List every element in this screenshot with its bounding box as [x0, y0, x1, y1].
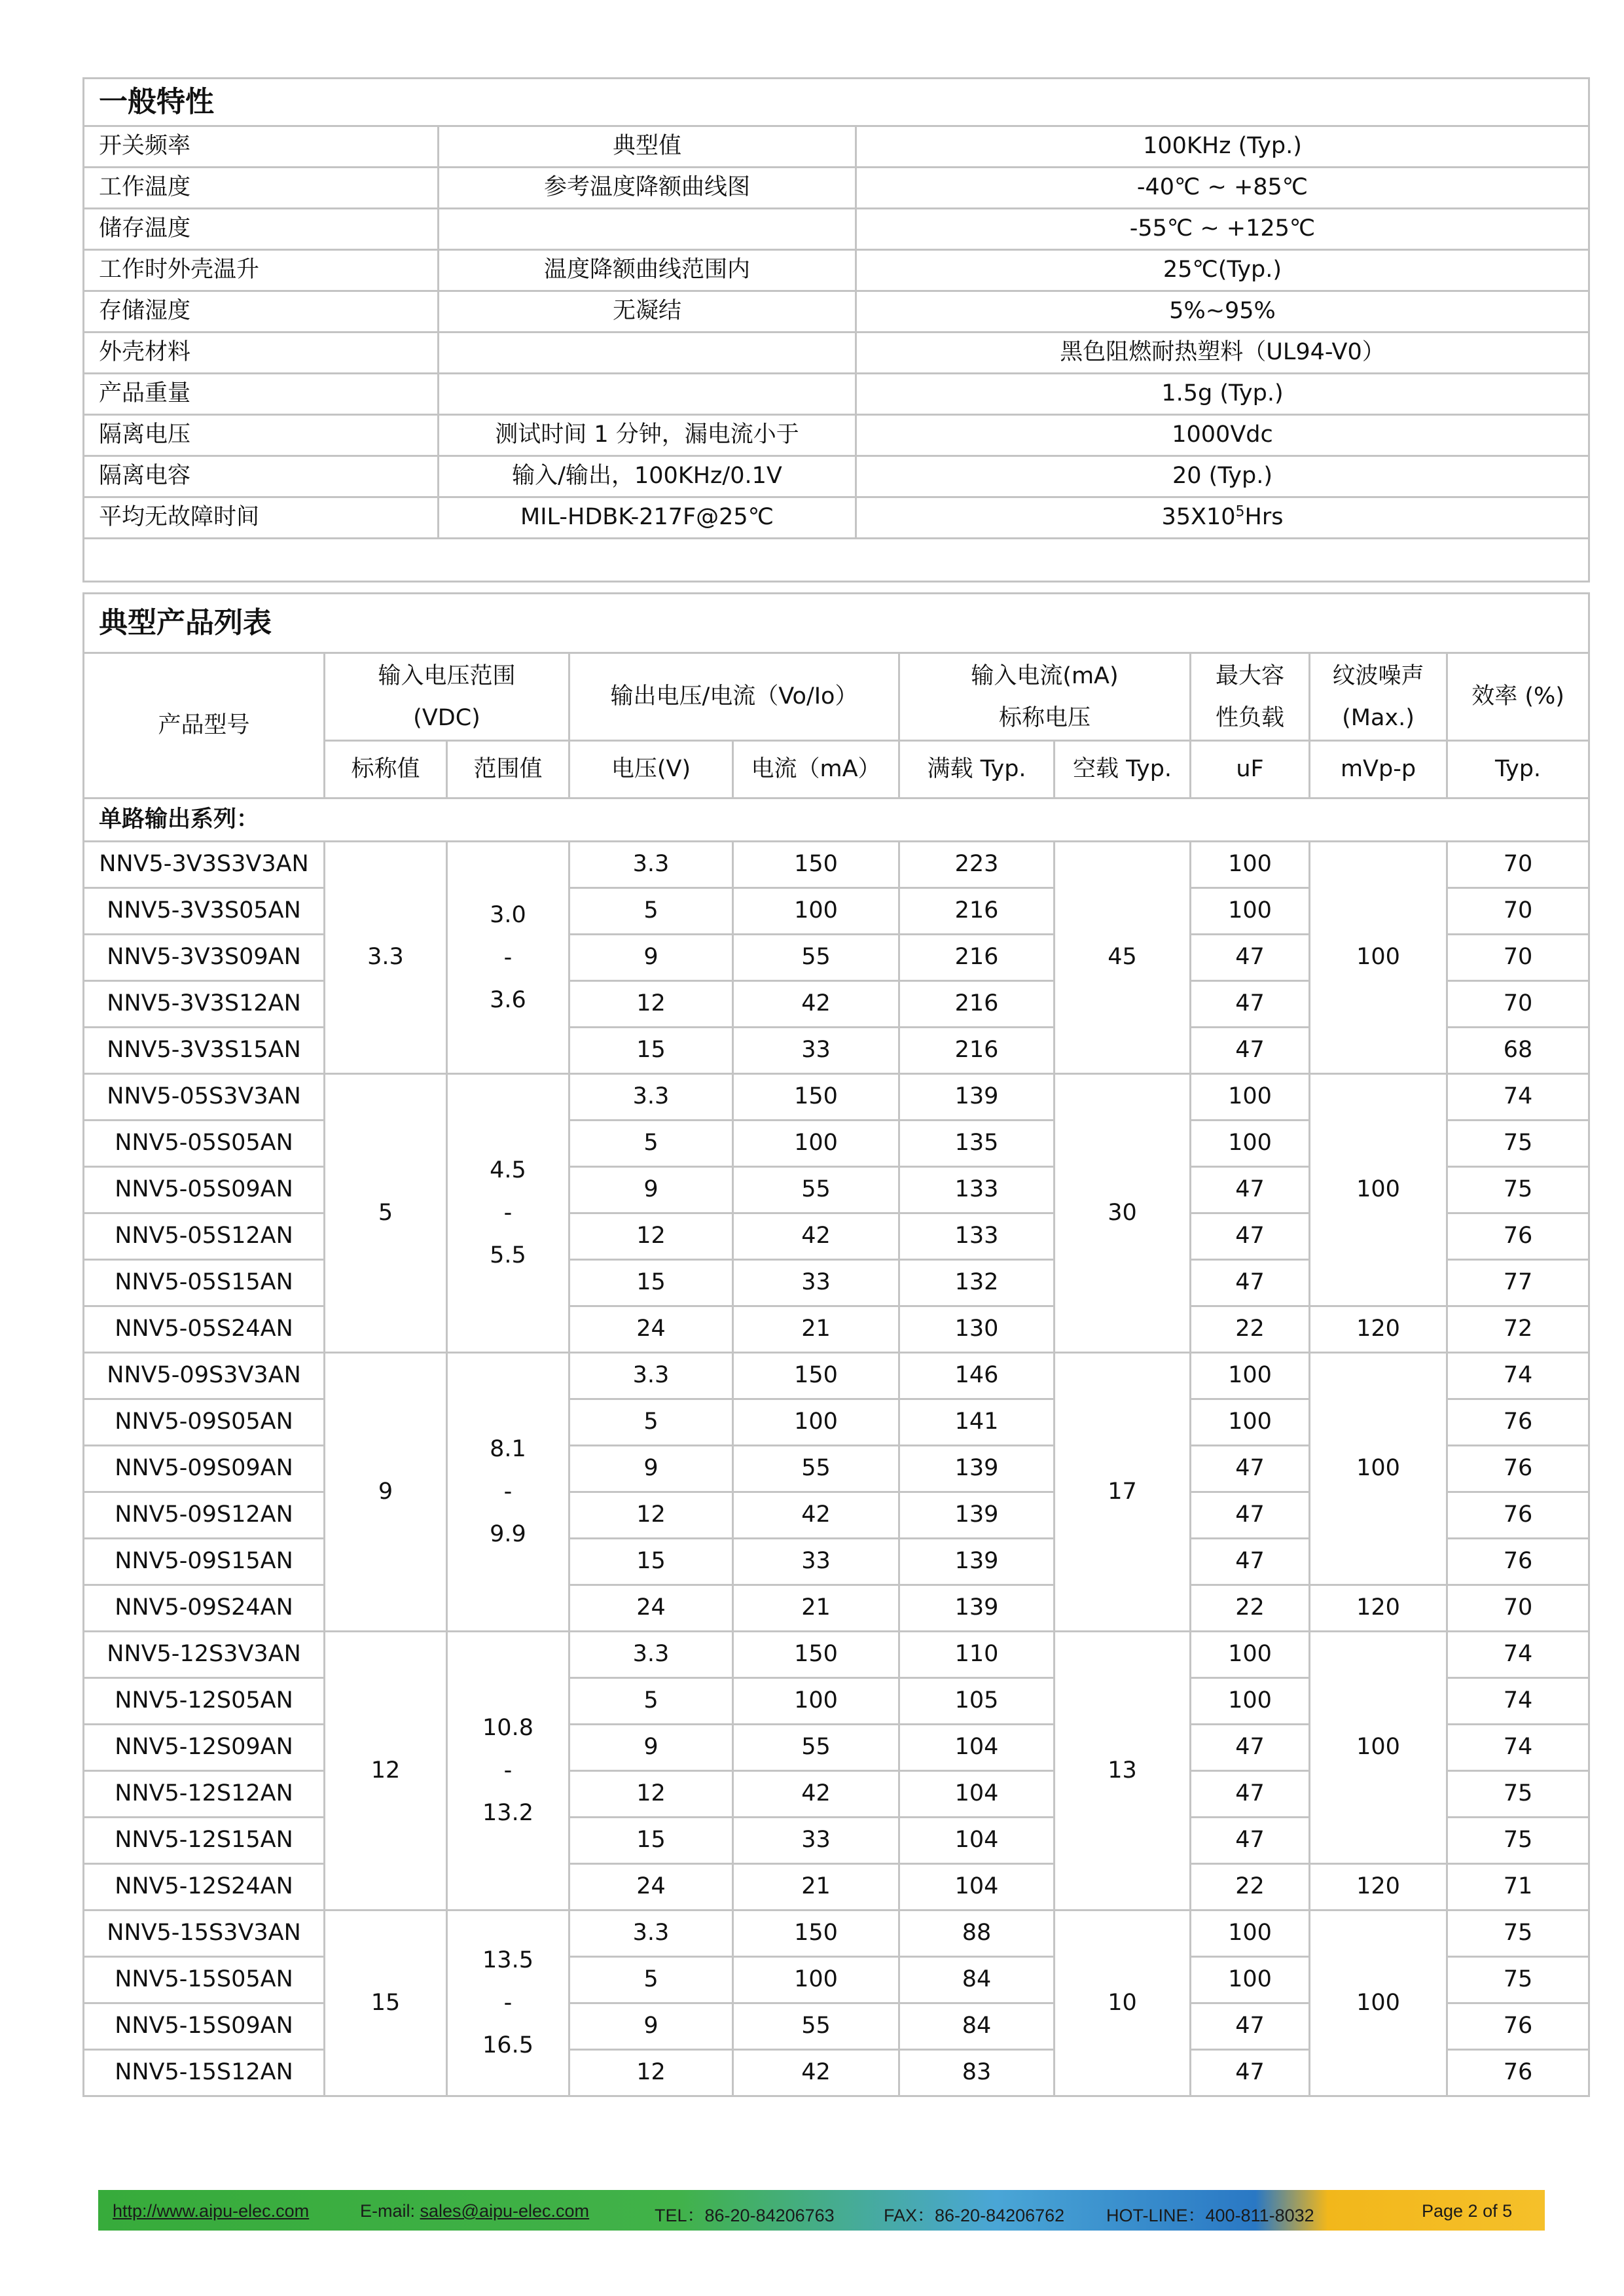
- vout-cell: 15: [569, 1028, 733, 1074]
- max-cap-cell: 47: [1191, 1028, 1310, 1074]
- efficiency-cell: 76: [1447, 2003, 1589, 2050]
- general-value: 5%~95%: [856, 291, 1589, 332]
- iout-cell: 150: [733, 1910, 899, 1957]
- max-cap-cell: 47: [1191, 2003, 1310, 2050]
- spacer-cell: [84, 539, 1589, 582]
- vout-cell: 9: [569, 1725, 733, 1771]
- efficiency-cell: 70: [1447, 981, 1589, 1028]
- general-item: 隔离电压: [84, 415, 439, 456]
- iin-no-load-cell: 13: [1055, 1632, 1191, 1910]
- iin-full-load-cell: 139: [899, 1539, 1055, 1585]
- range-range-sep: -: [503, 1479, 513, 1505]
- nominal-input-cell: 12: [325, 1632, 447, 1910]
- product-row: [84, 1864, 1589, 1910]
- max-cap-cell: 100: [1191, 1074, 1310, 1121]
- vout-cell: 5: [569, 1678, 733, 1725]
- model-cell: NNV5-05S3V3AN: [84, 1074, 325, 1121]
- iout-cell: 150: [733, 1632, 899, 1678]
- model-cell: NNV5-05S15AN: [84, 1260, 325, 1306]
- efficiency-cell: 72: [1447, 1306, 1589, 1353]
- max-cap-cell: 47: [1191, 2050, 1310, 2096]
- range-range-max: 3.6: [490, 986, 526, 1013]
- general-value: 20 (Typ.): [856, 456, 1589, 497]
- general-condition: 测试时间 1 分钟，漏电流小于: [439, 415, 856, 456]
- general-value: -55℃ ~ +125℃: [856, 209, 1589, 250]
- iout-cell: 33: [733, 1818, 899, 1864]
- model-cell: NNV5-12S05AN: [84, 1678, 325, 1725]
- range-range-sep: -: [503, 944, 513, 971]
- iin-full-load-cell: 105: [899, 1678, 1055, 1725]
- iout-cell: 21: [733, 1864, 899, 1910]
- efficiency-cell: 75: [1447, 1167, 1589, 1213]
- efficiency-cell: 74: [1447, 1678, 1589, 1725]
- max-cap-cell: 22: [1191, 1306, 1310, 1353]
- general-row: [84, 126, 1589, 168]
- iin-full-load-cell: 83: [899, 2050, 1055, 2096]
- iin-full-load-cell: 139: [899, 1446, 1055, 1492]
- general-value: -40℃ ~ +85℃: [856, 168, 1589, 209]
- vout-cell: 5: [569, 888, 733, 935]
- model-cell: NNV5-05S05AN: [84, 1121, 325, 1167]
- max-cap-cell: 47: [1191, 935, 1310, 981]
- header-max-cap-load: 最大容 性负载: [1191, 653, 1310, 741]
- iout-cell: 33: [733, 1539, 899, 1585]
- header-ripple-noise: 纹波噪声 (Max.): [1310, 653, 1447, 741]
- efficiency-cell: 71: [1447, 1864, 1589, 1910]
- iout-cell: 100: [733, 1678, 899, 1725]
- efficiency-cell: 70: [1447, 935, 1589, 981]
- general-row: [84, 332, 1589, 374]
- header-eff-unit: Typ.: [1447, 741, 1589, 798]
- general-condition: MIL-HDBK-217F@25℃: [439, 497, 856, 539]
- max-cap-cell: 100: [1191, 1121, 1310, 1167]
- iin-full-load-cell: 216: [899, 981, 1055, 1028]
- general-condition: [439, 374, 856, 415]
- iout-cell: 33: [733, 1260, 899, 1306]
- product-row: [84, 1585, 1589, 1632]
- iin-full-load-cell: 216: [899, 935, 1055, 981]
- input-range-cell: [447, 842, 569, 1074]
- vout-cell: 12: [569, 1213, 733, 1260]
- nominal-input-cell: 5: [325, 1074, 447, 1353]
- iout-cell: 100: [733, 1399, 899, 1446]
- max-cap-cell: 100: [1191, 1353, 1310, 1399]
- iout-cell: 21: [733, 1306, 899, 1353]
- efficiency-cell: 77: [1447, 1260, 1589, 1306]
- general-section-title: 一般特性: [84, 79, 1589, 126]
- max-cap-cell: 22: [1191, 1864, 1310, 1910]
- header-efficiency: 效率 (%): [1447, 653, 1589, 741]
- fax: FAX：86-20-84206762: [884, 2206, 1065, 2225]
- iin-full-load-cell: 110: [899, 1632, 1055, 1678]
- general-value: 100KHz (Typ.): [856, 126, 1589, 168]
- range-range-max: 5.5: [490, 1242, 526, 1268]
- efficiency-cell: 76: [1447, 1446, 1589, 1492]
- vout-cell: 3.3: [569, 1353, 733, 1399]
- product-row: [84, 1353, 1589, 1399]
- iin-full-load-cell: 104: [899, 1818, 1055, 1864]
- max-cap-cell: 47: [1191, 1539, 1310, 1585]
- ripple-cell: 100: [1310, 1910, 1447, 2096]
- header-cap-unit: uF: [1191, 741, 1310, 798]
- efficiency-cell: 70: [1447, 1585, 1589, 1632]
- general-row: [84, 168, 1589, 209]
- header-current: 电流（mA）: [733, 741, 899, 798]
- general-value: 1000Vdc: [856, 415, 1589, 456]
- header-vin-range: 输入电压范围 (VDC): [325, 653, 569, 741]
- nominal-input-cell: 3.3: [325, 842, 447, 1074]
- general-value: 25℃(Typ.): [856, 250, 1589, 291]
- iin-full-load-cell: 130: [899, 1306, 1055, 1353]
- range-range-min: 4.5: [490, 1157, 526, 1183]
- input-range-cell: [447, 1353, 569, 1632]
- iin-full-load-cell: 141: [899, 1399, 1055, 1446]
- efficiency-cell: 75: [1447, 1771, 1589, 1818]
- general-item: 外壳材料: [84, 332, 439, 374]
- max-cap-cell: 100: [1191, 1678, 1310, 1725]
- general-item: 开关频率: [84, 126, 439, 168]
- vout-cell: 24: [569, 1306, 733, 1353]
- model-cell: NNV5-12S24AN: [84, 1864, 325, 1910]
- model-cell: NNV5-3V3S3V3AN: [84, 842, 325, 888]
- iout-cell: 55: [733, 1446, 899, 1492]
- model-cell: NNV5-15S12AN: [84, 2050, 325, 2096]
- model-cell: NNV5-09S15AN: [84, 1539, 325, 1585]
- footer-bar: [98, 2190, 1545, 2231]
- vout-cell: 3.3: [569, 1910, 733, 1957]
- header-input-current: 输入电流(mA) 标称电压: [899, 653, 1191, 741]
- vout-cell: 5: [569, 1957, 733, 2003]
- product-row: [84, 1306, 1589, 1353]
- vout-cell: 5: [569, 1121, 733, 1167]
- general-condition: 无凝结: [439, 291, 856, 332]
- single-output-series-heading: 单路输出系列：: [84, 798, 1589, 842]
- max-cap-cell: 47: [1191, 1167, 1310, 1213]
- max-cap-cell: 47: [1191, 1771, 1310, 1818]
- model-cell: NNV5-3V3S09AN: [84, 935, 325, 981]
- iin-full-load-cell: 132: [899, 1260, 1055, 1306]
- max-cap-cell: 100: [1191, 1910, 1310, 1957]
- general-condition: 输入/输出，100KHz/0.1V: [439, 456, 856, 497]
- max-cap-cell: 47: [1191, 1725, 1310, 1771]
- general-value: 黑色阻燃耐热塑料（UL94-V0）: [856, 332, 1589, 374]
- product-row: [84, 1632, 1589, 1678]
- iout-cell: 150: [733, 1074, 899, 1121]
- iin-no-load-cell: 17: [1055, 1353, 1191, 1632]
- efficiency-cell: 74: [1447, 1632, 1589, 1678]
- general-item: 储存温度: [84, 209, 439, 250]
- model-cell: NNV5-09S12AN: [84, 1492, 325, 1539]
- ripple-cell: 100: [1310, 1353, 1447, 1585]
- model-cell: NNV5-12S09AN: [84, 1725, 325, 1771]
- vout-cell: 12: [569, 1492, 733, 1539]
- iin-full-load-cell: 146: [899, 1353, 1055, 1399]
- efficiency-cell: 74: [1447, 1353, 1589, 1399]
- general-item: 产品重量: [84, 374, 439, 415]
- iin-full-load-cell: 139: [899, 1492, 1055, 1539]
- vout-cell: 15: [569, 1539, 733, 1585]
- iin-full-load-cell: 135: [899, 1121, 1055, 1167]
- product-row: [84, 842, 1589, 888]
- model-cell: NNV5-15S3V3AN: [84, 1910, 325, 1957]
- iin-full-load-cell: 104: [899, 1771, 1055, 1818]
- model-cell: NNV5-09S05AN: [84, 1399, 325, 1446]
- max-cap-cell: 47: [1191, 1446, 1310, 1492]
- efficiency-cell: 75: [1447, 1957, 1589, 2003]
- general-characteristics-table: [82, 77, 1590, 583]
- product-row: [84, 1910, 1589, 1957]
- iin-full-load-cell: 223: [899, 842, 1055, 888]
- general-row: [84, 209, 1589, 250]
- max-cap-cell: 47: [1191, 1260, 1310, 1306]
- max-cap-cell: 47: [1191, 1818, 1310, 1864]
- ripple-cell: 100: [1310, 842, 1447, 1074]
- input-range-cell: [447, 1074, 569, 1353]
- range-range-max: 9.9: [490, 1521, 526, 1547]
- iout-cell: 21: [733, 1585, 899, 1632]
- max-cap-cell: 100: [1191, 842, 1310, 888]
- input-range-cell: [447, 1910, 569, 2096]
- iin-full-load-cell: 139: [899, 1585, 1055, 1632]
- page-number: Page 2 of 5: [1422, 2201, 1513, 2221]
- header-full-load: 满载 Typ.: [899, 741, 1055, 798]
- max-cap-cell: 47: [1191, 1492, 1310, 1539]
- general-item: 存储湿度: [84, 291, 439, 332]
- iin-no-load-cell: 30: [1055, 1074, 1191, 1353]
- max-cap-cell: 22: [1191, 1585, 1310, 1632]
- iin-full-load-cell: 104: [899, 1725, 1055, 1771]
- vout-cell: 3.3: [569, 1074, 733, 1121]
- iin-full-load-cell: 216: [899, 1028, 1055, 1074]
- max-cap-cell: 47: [1191, 981, 1310, 1028]
- model-cell: NNV5-12S15AN: [84, 1818, 325, 1864]
- header-model: 产品型号: [84, 653, 325, 798]
- general-row: [84, 250, 1589, 291]
- iin-no-load-cell: 10: [1055, 1910, 1191, 2096]
- max-cap-cell: 100: [1191, 1632, 1310, 1678]
- header-no-load: 空载 Typ.: [1055, 741, 1191, 798]
- model-cell: NNV5-12S12AN: [84, 1771, 325, 1818]
- iout-cell: 55: [733, 1725, 899, 1771]
- iin-full-load-cell: 216: [899, 888, 1055, 935]
- general-row: [84, 497, 1589, 539]
- vout-cell: 12: [569, 2050, 733, 2096]
- model-cell: NNV5-15S09AN: [84, 2003, 325, 2050]
- ripple-cell: 120: [1310, 1864, 1447, 1910]
- vout-cell: 9: [569, 1167, 733, 1213]
- iout-cell: 150: [733, 842, 899, 888]
- iout-cell: 100: [733, 1957, 899, 2003]
- general-condition: [439, 209, 856, 250]
- range-range-sep: -: [503, 1990, 513, 2016]
- iout-cell: 55: [733, 2003, 899, 2050]
- iout-cell: 42: [733, 981, 899, 1028]
- iout-cell: 42: [733, 1213, 899, 1260]
- mtbf-value: $35X10^5Hrs$: [856, 497, 1589, 539]
- email-link[interactable]: sales@aipu-elec.com: [420, 2201, 590, 2221]
- range-range-max: 13.2: [482, 1800, 533, 1826]
- efficiency-cell: 75: [1447, 1910, 1589, 1957]
- general-row: [84, 415, 1589, 456]
- header-range: 范围值: [447, 741, 569, 798]
- range-range-max: 16.5: [482, 2032, 533, 2058]
- vout-cell: 15: [569, 1260, 733, 1306]
- iout-cell: 100: [733, 1121, 899, 1167]
- ripple-cell: 120: [1310, 1585, 1447, 1632]
- iin-full-load-cell: 139: [899, 1074, 1055, 1121]
- efficiency-cell: 70: [1447, 888, 1589, 935]
- efficiency-cell: 74: [1447, 1725, 1589, 1771]
- iout-cell: 55: [733, 1167, 899, 1213]
- vout-cell: 15: [569, 1818, 733, 1864]
- general-value: 1.5g (Typ.): [856, 374, 1589, 415]
- model-cell: NNV5-12S3V3AN: [84, 1632, 325, 1678]
- product-list-table: [82, 592, 1590, 2097]
- efficiency-cell: 68: [1447, 1028, 1589, 1074]
- ripple-cell: 120: [1310, 1306, 1447, 1353]
- vout-cell: 3.3: [569, 1632, 733, 1678]
- nominal-input-cell: 15: [325, 1910, 447, 2096]
- general-item: 平均无故障时间: [84, 497, 439, 539]
- efficiency-cell: 75: [1447, 1121, 1589, 1167]
- efficiency-cell: 75: [1447, 1818, 1589, 1864]
- product-row: [84, 1074, 1589, 1121]
- iin-no-load-cell: 45: [1055, 842, 1191, 1074]
- efficiency-cell: 76: [1447, 1213, 1589, 1260]
- iout-cell: 100: [733, 888, 899, 935]
- efficiency-cell: 76: [1447, 1539, 1589, 1585]
- model-cell: NNV5-09S09AN: [84, 1446, 325, 1492]
- efficiency-cell: 74: [1447, 1074, 1589, 1121]
- model-cell: NNV5-3V3S12AN: [84, 981, 325, 1028]
- iin-full-load-cell: 84: [899, 1957, 1055, 2003]
- general-row: [84, 291, 1589, 332]
- website-link[interactable]: http://www.aipu-elec.com: [113, 2201, 310, 2221]
- iout-cell: 150: [733, 1353, 899, 1399]
- general-item: 工作时外壳温升: [84, 250, 439, 291]
- max-cap-cell: 100: [1191, 888, 1310, 935]
- vout-cell: 9: [569, 1446, 733, 1492]
- general-item: 工作温度: [84, 168, 439, 209]
- model-cell: NNV5-05S12AN: [84, 1213, 325, 1260]
- general-condition: 温度降额曲线范围内: [439, 250, 856, 291]
- hotline: HOT-LINE：400-811-8032: [1106, 2206, 1314, 2225]
- iout-cell: 42: [733, 1492, 899, 1539]
- model-cell: NNV5-05S09AN: [84, 1167, 325, 1213]
- model-cell: NNV5-3V3S15AN: [84, 1028, 325, 1074]
- ripple-cell: 100: [1310, 1074, 1447, 1306]
- model-cell: NNV5-09S24AN: [84, 1585, 325, 1632]
- range-range-sep: -: [503, 1757, 513, 1784]
- model-cell: NNV5-3V3S05AN: [84, 888, 325, 935]
- iin-full-load-cell: 104: [899, 1864, 1055, 1910]
- header-voltage: 电压(V): [569, 741, 733, 798]
- efficiency-cell: 70: [1447, 842, 1589, 888]
- max-cap-cell: 100: [1191, 1399, 1310, 1446]
- telephone: TEL：86-20-84206763: [655, 2206, 835, 2225]
- range-range-min: 8.1: [490, 1436, 526, 1462]
- vout-cell: 24: [569, 1585, 733, 1632]
- efficiency-cell: 76: [1447, 1399, 1589, 1446]
- general-item: 隔离电容: [84, 456, 439, 497]
- model-cell: NNV5-05S24AN: [84, 1306, 325, 1353]
- header-nominal: 标称值: [325, 741, 447, 798]
- iout-cell: 42: [733, 1771, 899, 1818]
- max-cap-cell: 47: [1191, 1213, 1310, 1260]
- iin-full-load-cell: 133: [899, 1167, 1055, 1213]
- email-info: [360, 2201, 589, 2221]
- vout-cell: 24: [569, 1864, 733, 1910]
- efficiency-cell: 76: [1447, 1492, 1589, 1539]
- vout-cell: 9: [569, 2003, 733, 2050]
- vout-cell: 12: [569, 981, 733, 1028]
- vout-cell: 5: [569, 1399, 733, 1446]
- ripple-cell: 100: [1310, 1632, 1447, 1864]
- iin-full-load-cell: 84: [899, 2003, 1055, 2050]
- header-vout-iout: 输出电压/电流（Vo/Io）: [569, 653, 899, 741]
- email-label: E-mail:: [360, 2201, 416, 2221]
- nominal-input-cell: 9: [325, 1353, 447, 1632]
- vout-cell: 3.3: [569, 842, 733, 888]
- iin-full-load-cell: 133: [899, 1213, 1055, 1260]
- product-section-title: 典型产品列表: [84, 594, 1589, 653]
- efficiency-cell: 76: [1447, 2050, 1589, 2096]
- spacer-row: [84, 539, 1589, 582]
- range-range-min: 3.0: [490, 901, 526, 928]
- general-condition: 参考温度降额曲线图: [439, 168, 856, 209]
- max-cap-cell: 100: [1191, 1957, 1310, 2003]
- model-cell: NNV5-15S05AN: [84, 1957, 325, 2003]
- header-ripple-unit: mVp-p: [1310, 741, 1447, 798]
- general-row: [84, 456, 1589, 497]
- iout-cell: 33: [733, 1028, 899, 1074]
- general-condition: 典型值: [439, 126, 856, 168]
- range-range-min: 10.8: [482, 1715, 533, 1741]
- range-range-sep: -: [503, 1200, 513, 1226]
- general-condition: [439, 332, 856, 374]
- vout-cell: 9: [569, 935, 733, 981]
- vout-cell: 12: [569, 1771, 733, 1818]
- iin-full-load-cell: 88: [899, 1910, 1055, 1957]
- range-range-min: 13.5: [482, 1947, 533, 1973]
- general-row: [84, 374, 1589, 415]
- model-cell: NNV5-09S3V3AN: [84, 1353, 325, 1399]
- input-range-cell: [447, 1632, 569, 1910]
- iout-cell: 42: [733, 2050, 899, 2096]
- iout-cell: 55: [733, 935, 899, 981]
